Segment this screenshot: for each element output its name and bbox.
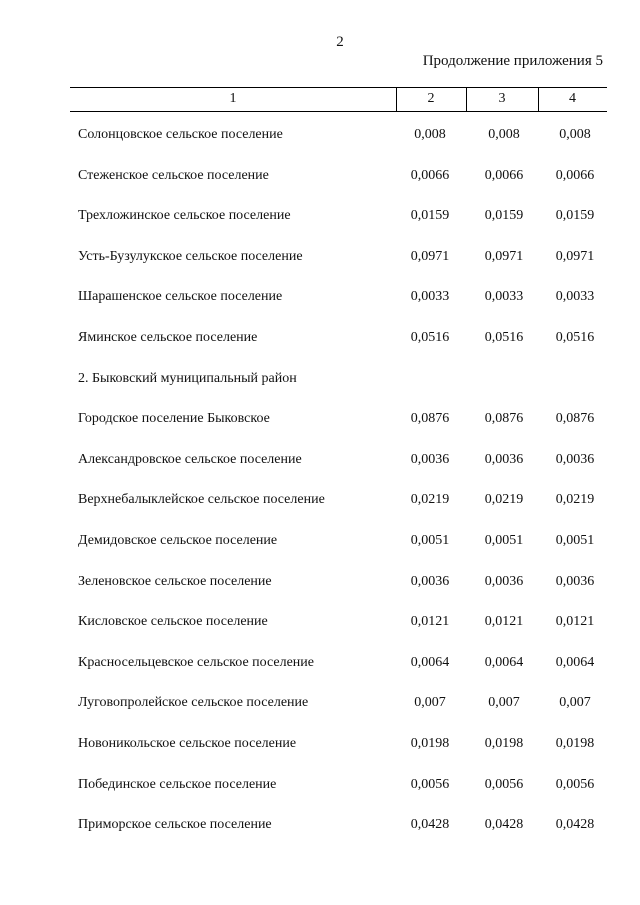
value-col-4: 0,0066 (555, 167, 595, 183)
value-col-3: 0,0036 (484, 573, 524, 589)
value-col-2: 0,0198 (410, 735, 450, 751)
table-row (0, 483, 640, 524)
value-col-4: 0,0159 (555, 208, 595, 224)
value-col-3: 0,0428 (484, 817, 524, 833)
value-col-2: 0,0036 (410, 573, 450, 589)
table-row (0, 199, 640, 240)
settlement-name: Побединское сельское поселение (78, 776, 277, 792)
settlement-name: Стеженское сельское поселение (78, 167, 269, 183)
settlement-name: Городское поселение Быковское (78, 411, 270, 427)
value-col-2: 0,0051 (410, 532, 450, 548)
value-col-3: 0,0876 (484, 411, 524, 427)
table-row (0, 280, 640, 321)
value-col-3: 0,0064 (484, 654, 524, 670)
table-row (0, 646, 640, 687)
value-col-3: 0,0033 (484, 289, 524, 305)
table-row (0, 524, 640, 565)
value-col-2: 0,0516 (410, 329, 450, 345)
value-col-3: 0,0036 (484, 451, 524, 467)
settlement-name: Усть-Бузулукское сельское поселение (78, 248, 303, 264)
settlement-name: Трехложинское сельское поселение (78, 208, 291, 224)
value-col-2: 0,0066 (410, 167, 450, 183)
table-body (0, 118, 640, 849)
value-col-4: 0,0064 (555, 654, 595, 670)
table-row (0, 321, 640, 362)
settlement-name: Солонцовское сельское поселение (78, 127, 283, 142)
value-col-2: 0,0056 (410, 776, 450, 792)
table-row (0, 605, 640, 646)
column-header-1: 1 (229, 91, 237, 106)
value-col-2: 0,0159 (410, 208, 450, 224)
value-col-4: 0,0219 (555, 492, 595, 508)
table-row (0, 240, 640, 281)
table-header (70, 87, 607, 112)
settlement-name: Новоникольское сельское поселение (78, 735, 297, 751)
value-col-4: 0,007 (559, 695, 591, 711)
table-row (0, 768, 640, 809)
value-col-3: 0,0971 (484, 248, 524, 264)
value-col-3: 0,0066 (484, 167, 524, 183)
settlement-name: Зеленовское сельское поселение (78, 573, 272, 589)
column-header-2: 2 (427, 91, 435, 106)
value-col-2: 0,0219 (410, 492, 450, 508)
value-col-2: 0,0876 (410, 411, 450, 427)
value-col-3: 0,0198 (484, 735, 524, 751)
column-header-3: 3 (498, 91, 506, 106)
section-heading-row (0, 362, 640, 403)
settlement-name: Александровское сельское поселение (78, 451, 302, 467)
value-col-2: 0,007 (414, 695, 446, 711)
value-col-3: 0,0159 (484, 208, 524, 224)
value-col-2: 0,0971 (410, 248, 450, 264)
value-col-4: 0,0971 (555, 248, 595, 264)
settlement-name: Кисловское сельское поселение (78, 614, 268, 630)
column-header-4: 4 (569, 91, 576, 106)
value-col-2: 0,0064 (410, 654, 450, 670)
value-col-3: 0,0219 (484, 492, 524, 508)
value-col-4: 0,0428 (555, 817, 595, 833)
table-row (0, 808, 640, 849)
value-col-3: 0,0056 (484, 776, 524, 792)
value-col-3: 0,007 (488, 695, 520, 711)
value-col-4: 0,0033 (555, 289, 595, 305)
value-col-4: 0,0876 (555, 411, 595, 427)
value-col-3: 0,008 (488, 127, 520, 142)
settlement-name: Шарашенское сельское поселение (78, 289, 283, 305)
table-row (0, 727, 640, 768)
table-row (0, 402, 640, 443)
table-row (0, 686, 640, 727)
settlement-name: Демидовское сельское поселение (78, 532, 278, 548)
value-col-2: 0,0036 (410, 451, 450, 467)
value-col-2: 0,008 (414, 127, 446, 142)
value-col-2: 0,0033 (410, 289, 450, 305)
settlement-name: Красносельцевское сельское поселение (78, 654, 314, 670)
value-col-4: 0,008 (559, 127, 591, 142)
table-row (0, 118, 640, 159)
table-row (0, 443, 640, 484)
value-col-4: 0,0036 (555, 451, 595, 467)
value-col-2: 0,0121 (410, 614, 450, 630)
value-col-4: 0,0051 (555, 532, 595, 548)
page-number: 2 (336, 34, 344, 50)
value-col-4: 0,0198 (555, 735, 595, 751)
value-col-4: 0,0121 (555, 614, 595, 630)
value-col-3: 0,0051 (484, 532, 524, 548)
continuation-label: Продолжение приложения 5 (422, 53, 603, 69)
table-row (0, 565, 640, 606)
value-col-4: 0,0036 (555, 573, 595, 589)
value-col-4: 0,0056 (555, 776, 595, 792)
settlement-name: Яминское сельское поселение (78, 329, 258, 345)
value-col-3: 0,0121 (484, 614, 524, 630)
value-col-4: 0,0516 (555, 329, 595, 345)
district-heading: 2. Быковский муниципальный район (78, 370, 297, 386)
settlement-name: Луговопролейское сельское поселение (78, 695, 309, 711)
settlement-name: Верхнебалыклейское сельское поселение (78, 492, 325, 508)
value-col-2: 0,0428 (410, 817, 450, 833)
value-col-3: 0,0516 (484, 329, 524, 345)
table-row (0, 159, 640, 200)
settlement-name: Приморское сельское поселение (78, 817, 272, 833)
